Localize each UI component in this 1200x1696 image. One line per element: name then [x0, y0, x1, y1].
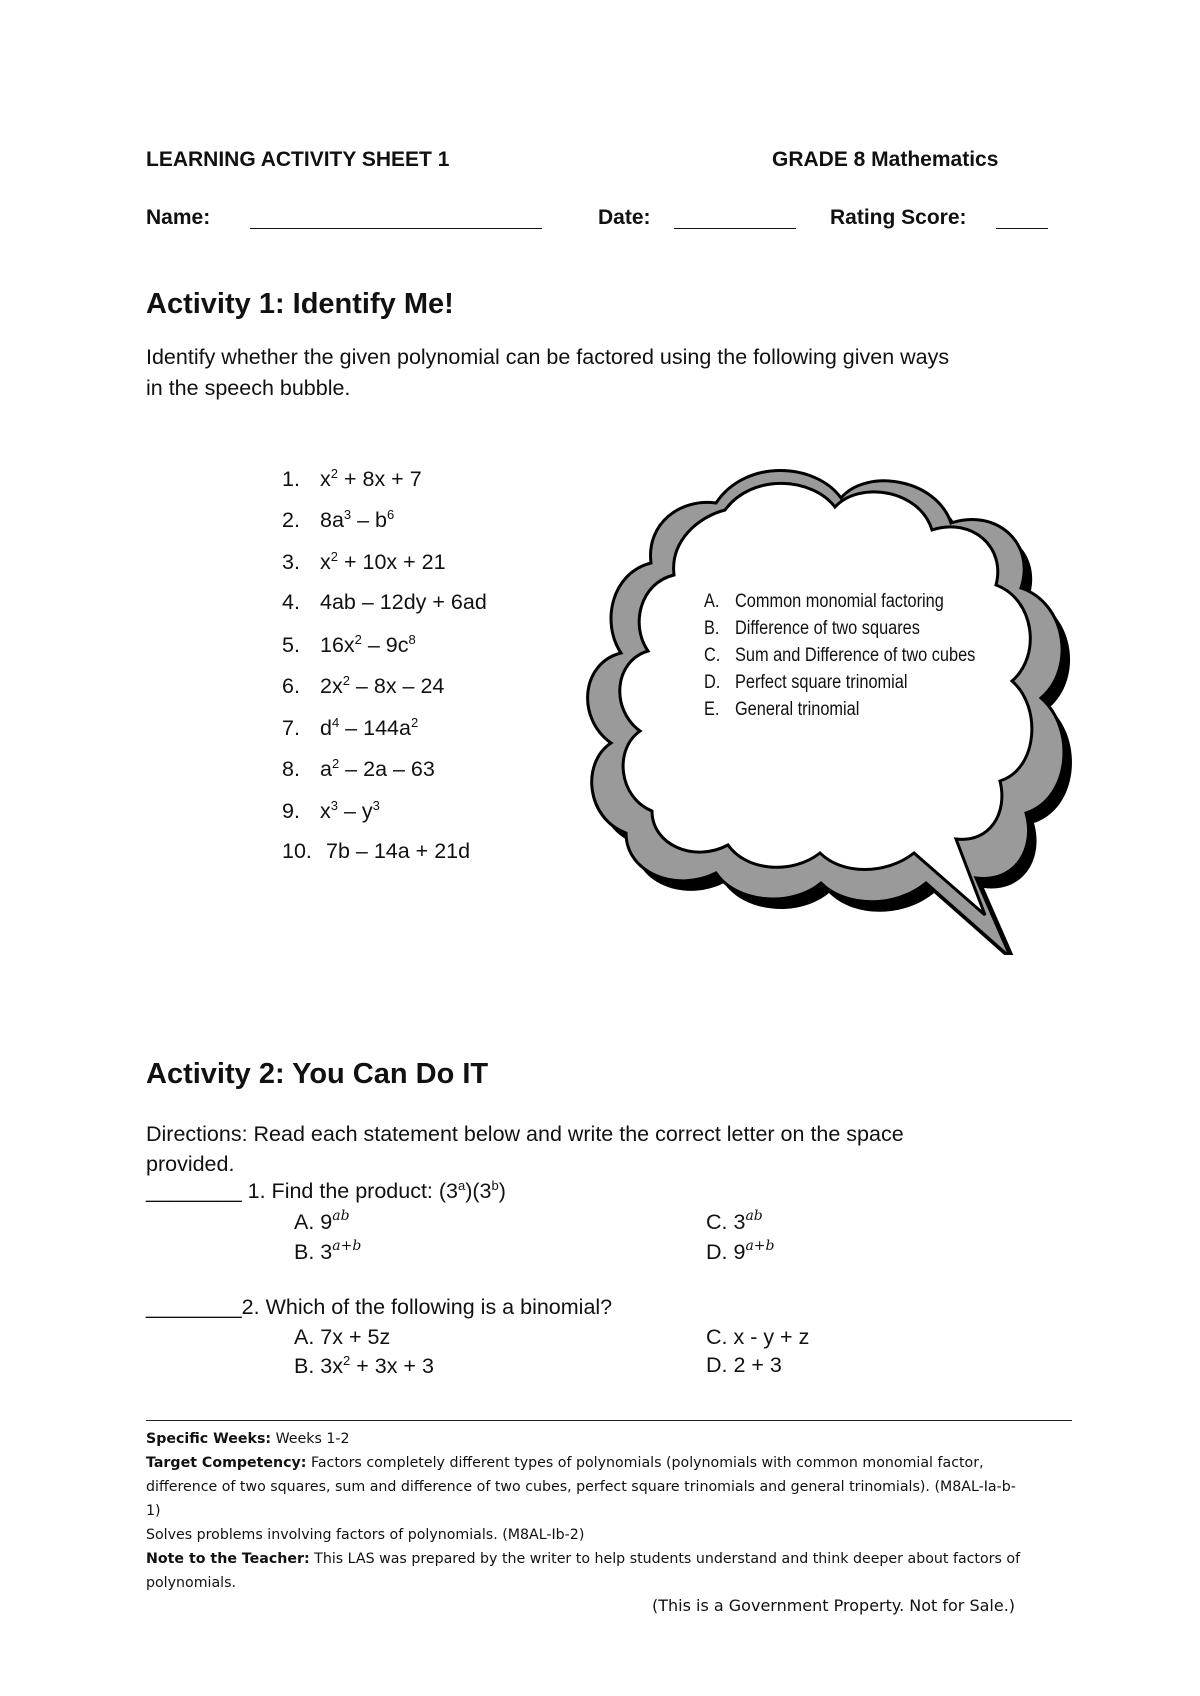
- question-text: 1. Find the product: (3$^a$)(3$^b$): [247, 1178, 506, 1203]
- activity2-directions-line1: Directions: Read each statement below and write the correct letter on the space: [146, 1122, 904, 1146]
- activity1-instructions-line2: in the speech bubble.: [146, 376, 351, 400]
- choice-b: B. $3x^2 + 3x + 3$: [294, 1353, 434, 1378]
- activity1-title: Activity 1: Identify Me!: [146, 288, 454, 320]
- date-label: Date:: [598, 206, 651, 229]
- competency-line-2: difference of two squares, sum and difference of two cubes, perfect square trinomials and general trinomials). (M8AL-Ia-b-: [146, 1479, 1016, 1495]
- rating-blank[interactable]: [996, 210, 1048, 229]
- question-2: [146, 1295, 612, 1320]
- polynomial-item: 5. $16x^2 - 9c^8$: [282, 632, 416, 657]
- answer-blank[interactable]: ________: [146, 1295, 242, 1319]
- choice-d: D. $9^{a+b}$: [706, 1238, 775, 1264]
- activity1-instructions-line1: Identify whether the given polynomial can be factored using the following given ways: [146, 345, 950, 369]
- polynomial-item: 3. $x^2 + 10x + 21$: [282, 549, 446, 574]
- choice-d: D. 2 + 3: [706, 1353, 782, 1377]
- polynomial-item: 7. $d^4 - 144a^2$: [282, 715, 419, 740]
- rating-label: Rating Score:: [830, 206, 967, 229]
- competency-line: Target Competency: Factors completely different types of polynomials (polynomials with common monomial factor,: [146, 1455, 984, 1471]
- choice-c: C. $3^{ab}$: [706, 1208, 763, 1234]
- polynomial-item: 4. 4ab – 12dy + 6ad: [282, 590, 487, 614]
- activity2-title: Activity 2: You Can Do IT: [146, 1058, 489, 1090]
- polynomial-item: 1. $x^2 + 8x + 7$: [282, 466, 422, 491]
- sheet-title: LEARNING ACTIVITY SHEET 1: [146, 148, 450, 171]
- polynomial-item: 2. $8a^3 - b^6$: [282, 507, 395, 532]
- option-item: E. General trinomial: [704, 699, 860, 720]
- option-item: A. Common monomial factoring: [704, 591, 944, 612]
- choice-c: C. x - y + z: [706, 1325, 810, 1349]
- footer-notes: [146, 1427, 1066, 1595]
- note-line-2: polynomials.: [146, 1575, 236, 1591]
- competency-line-3: 1): [146, 1503, 161, 1519]
- subject-label: GRADE 8 Mathematics: [772, 148, 999, 171]
- polynomial-item: 9. $x^3 - y^3$: [282, 798, 380, 823]
- note-line: Note to the Teacher: This LAS was prepared by the writer to help students understand and think deeper about factors of: [146, 1551, 1021, 1567]
- polynomial-item: 10. 7b – 14a + 21d: [282, 839, 471, 863]
- weeks-line: Specific Weeks: Weeks 1-2: [146, 1431, 350, 1447]
- answer-blank[interactable]: ________: [146, 1179, 242, 1203]
- polynomial-item: 8. $a^2 - 2a - 63$: [282, 756, 435, 781]
- polynomial-item: 6. $2x^2 - 8x - 24$: [282, 673, 445, 698]
- solves-line: Solves problems involving factors of polynomials. (M8AL-Ib-2): [146, 1527, 585, 1543]
- option-item: D. Perfect square trinomial: [704, 672, 908, 693]
- choice-b: B. $3^{a+b}$: [294, 1238, 362, 1264]
- activity2-directions-line2: provided.: [146, 1152, 235, 1176]
- property-note: (This is a Government Property. Not for Sale.): [652, 1596, 1016, 1615]
- footer-divider: [146, 1420, 1072, 1421]
- question-1: [146, 1178, 506, 1204]
- name-label: Name:: [146, 206, 211, 229]
- question-text: 2. Which of the following is a binomial?: [241, 1295, 613, 1319]
- option-item: B. Difference of two squares: [704, 618, 920, 639]
- date-blank[interactable]: [674, 210, 796, 229]
- name-blank[interactable]: [250, 210, 542, 229]
- choice-a: A. 7x + 5z: [294, 1325, 391, 1349]
- option-item: C. Sum and Difference of two cubes: [704, 645, 976, 666]
- choice-a: A. $9^{ab}$: [294, 1208, 350, 1234]
